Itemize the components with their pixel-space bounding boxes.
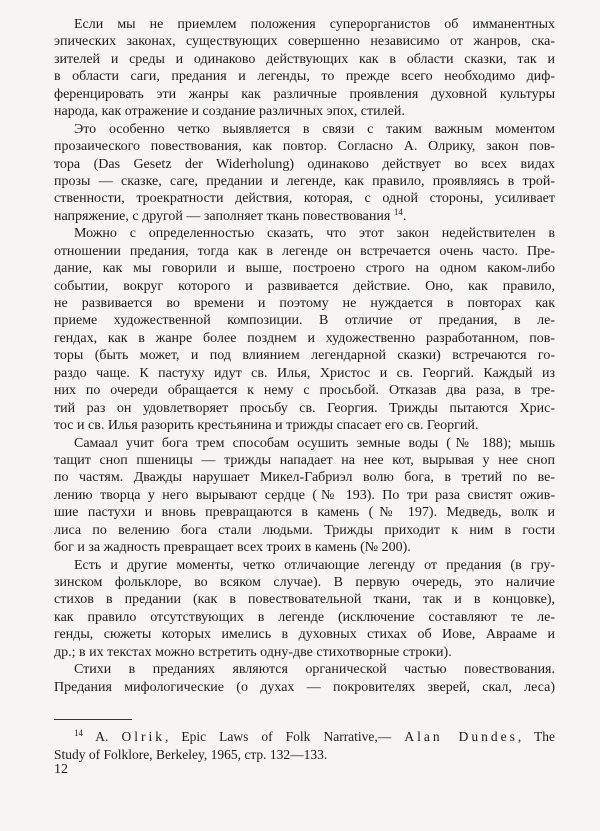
text-line [54, 539, 555, 556]
text-line-content: ственности, троекратности действия, которая, с одной стороны, усиливает [54, 191, 555, 207]
text-line-content: зинском фольклоре, во всяком случае). В первую очередь, это наличие [54, 575, 555, 590]
text-line-content: по частям. Дважды нарушает Микел-Габриэл волю бога, в третий по ве- [54, 470, 555, 486]
text-line [54, 487, 555, 504]
paragraph [54, 661, 555, 696]
text-line-content: народа, как отражение и создание различных эпох, стилей. [54, 104, 405, 120]
text-line [54, 400, 555, 417]
footnote-initial: A. [95, 729, 109, 744]
text-line-content: Предания мифологические (о духах — покровителях зверей, скал, леса) [54, 679, 555, 695]
text-line [54, 609, 555, 626]
footnote-line [54, 728, 555, 746]
text-line-content: в области саги, предания и легенды, то прежде всего необходимо диф- [54, 69, 555, 85]
footnote-marker: 14 [74, 728, 83, 738]
text-line-content: тащит сноп пшеницы — трижды нападает на нее кот, вырывая у нее сноп [54, 452, 555, 468]
footnote-title: , Epic Laws of Folk Narrative,— [164, 729, 392, 744]
text-line [54, 365, 555, 382]
text-line [54, 522, 555, 539]
text-line [54, 138, 555, 155]
text-line-content: шие пастухи и вновь превращаются в камень (№ 197). Медведь, волк и [54, 505, 555, 521]
text-line [54, 225, 555, 242]
text-line [54, 679, 555, 696]
text-line [54, 417, 555, 434]
text-line [54, 504, 555, 521]
text-line [54, 644, 555, 661]
text-line-content: Это особенно четко выявляется в связи с таким важным моментом [74, 121, 555, 137]
text-line [54, 103, 555, 120]
text-line [54, 557, 555, 574]
text-line-content: Можно с определенностью сказать, что этот закон недействителен в [74, 226, 555, 242]
text-line [54, 330, 555, 347]
text-line-content: тий раз он удовлетворяет просьбу св. Георгия. Трижды пытаются Хрис- [54, 400, 555, 416]
text-line [54, 591, 555, 608]
text-line [54, 156, 555, 173]
paragraph [54, 16, 555, 121]
text-line-content: зителей и среды и одинаково действующих как в области сказки, так и [54, 51, 555, 67]
text-line [54, 469, 555, 486]
text-line [54, 435, 555, 452]
footnote-tail: , The [517, 729, 555, 744]
text-line-content: дание, как мы говорили и выше, построено строго на одном каком-либо [54, 261, 555, 277]
text-line-content: эпических законах, существующих совершенно независимо от жанров, ска- [54, 34, 555, 50]
text-line-content: как правило отсутствующих в легенде (исключение составляют те ле- [54, 609, 555, 625]
text-line-content: приеме художественной композиции. В отличие от предания, в ле- [54, 313, 555, 329]
text-line-content: тора (Das Gesetz der Widerholung) одинаково действует во всех видах [54, 156, 555, 172]
text-line-content: них по очереди обращается к нему с просьбой. Отказав два раза, в тре- [54, 383, 555, 399]
paragraph [54, 435, 555, 557]
footnote-author: Olrik [121, 729, 165, 744]
text-line-content: генды, сюжеты которых имелись в духовных стихах об Иове, Аврааме и [54, 627, 555, 643]
text-line [54, 121, 555, 138]
text-line-content: тос и св. Илья разорить крестьянина и трижды спасает его св. Георгий. [54, 418, 479, 434]
paragraph [54, 557, 555, 662]
text-line: напряжение, с другой — заполняет ткань повествования $^{14}$. [54, 206, 407, 224]
text-line [54, 626, 555, 643]
text-line [54, 51, 555, 68]
text-line-content: Стихи в преданиях являются органической частью повествования. [74, 662, 555, 678]
text-line-content: гендах, как в жанре более позднем и художественно разработанном, пов- [54, 330, 555, 346]
page-number: 12 [54, 762, 68, 777]
text-line-content: отношении предания, тогда как в легенде он встречается очень часто. Пре- [54, 243, 555, 259]
text-line [54, 16, 555, 33]
footnote-editor: Alan Dundes [404, 729, 518, 744]
footnote-line: Study of Folklore, Berkeley, 1965, стр. 132—133. [54, 747, 328, 762]
text-line [54, 243, 555, 260]
text-line-content: напряжение, с другой — заполняет ткань повествования [54, 208, 391, 224]
text-line-content: ференцировать эти жанры как различные проявления духовной культуры [54, 86, 555, 102]
text-line [54, 312, 555, 329]
text-line-content: торы (быть может, и под влиянием легендарной сказки) встречаются го- [54, 348, 555, 364]
text-line-content: Есть и другие моменты, четко отличающие легенду от предания (в гру- [74, 557, 555, 573]
footnote-divider [54, 719, 132, 720]
text-line [54, 278, 555, 295]
text-line-content: событии, вокруг которого и развивается действие. Оно, как правило, [54, 278, 555, 294]
text-line [54, 190, 555, 207]
text-line-content: стихов в предании (как в повествовательной ткани, так и в концовке), [54, 592, 555, 608]
text-line-content: раздо чаще. К пастуху идут св. Илья, Христос и св. Георгий. Каждый из [54, 365, 555, 381]
text-line-content: Самаал учит бога трем способам осушить земные воды (№ 188); мышь [74, 435, 555, 451]
text-line-content: бог и за жадность превращает всех троих в камень (№ 200). [54, 540, 411, 556]
text-line-content: прозаического повествования, как повтор. Согласно А. Олрику, закон пов- [54, 139, 555, 155]
text-line [54, 260, 555, 277]
page-body [54, 16, 555, 696]
text-line [54, 295, 555, 312]
paragraph [54, 121, 555, 226]
text-line-content: не развивается во времени и поэтому не нуждается в повторах как [54, 296, 555, 311]
text-line [54, 661, 555, 678]
text-line [54, 574, 555, 591]
footnote [54, 728, 555, 764]
text-line-content: прозы — сказке, саге, предании и легенде, как правило, проявляясь в трой- [54, 173, 555, 189]
text-line [54, 173, 555, 190]
text-line [54, 452, 555, 469]
text-line-content: Если мы не приемлем положения суперорганистов об имманентных [74, 17, 555, 32]
text-line-content: др.; в их текстах можно встретить одну-две стихотворные строки). [54, 644, 452, 660]
text-line [54, 86, 555, 103]
text-line-content: лиса по велению бога стали людьми. Трижды приходит к ним в гости [54, 522, 555, 538]
text-line [54, 33, 555, 50]
text-line [54, 347, 555, 364]
text-line-content: лению творца у него вырывают сердце (№ 193). По три раза свистят ожив- [54, 487, 555, 503]
paragraph [54, 225, 555, 434]
text-line [54, 68, 555, 85]
text-line [54, 382, 555, 399]
footnote-reference[interactable]: 14 [393, 206, 403, 217]
